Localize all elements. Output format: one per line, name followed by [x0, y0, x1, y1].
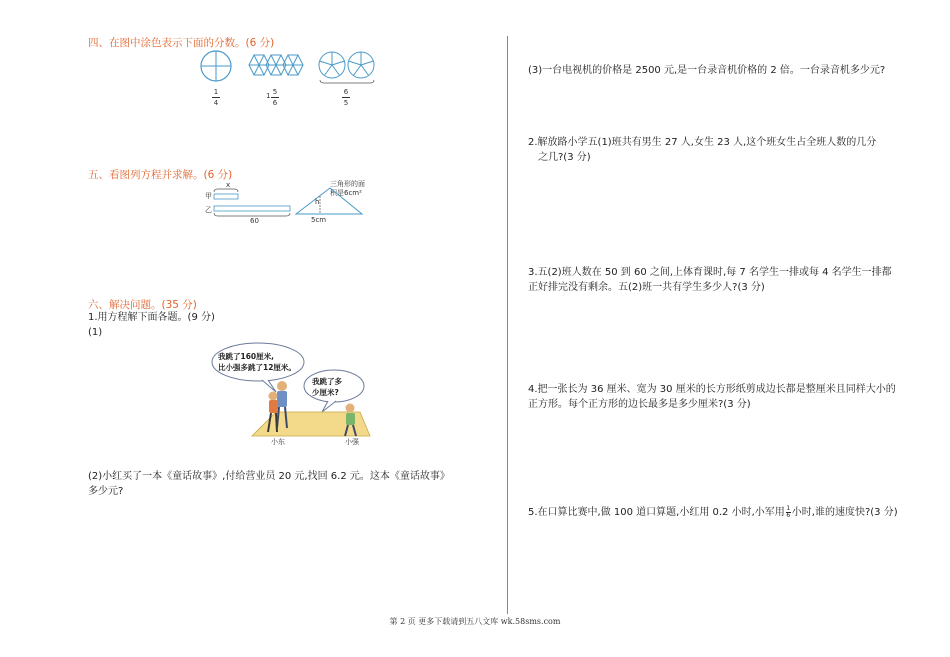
label-jia: 甲	[205, 192, 212, 200]
question2-line1: 2.解放路小学五(1)班共有男生 27 人,女生 23 人,这个班女生占全班人数的几分	[528, 137, 877, 148]
question5	[528, 505, 898, 520]
fraction-six-fifths: 6 5	[343, 88, 349, 107]
question1-part1-label: (1)	[88, 327, 103, 338]
triangle-area-note: 三角形的面 积是6cm²	[330, 180, 365, 197]
section5-title: 五、看图列方程并求解。(6 分)	[88, 169, 233, 181]
triangle-base-label: 5cm	[311, 216, 327, 224]
mixed-fraction-whole: 1	[266, 92, 271, 100]
name-xiaodong: 小东	[271, 438, 285, 446]
label-yi: 乙	[205, 206, 212, 214]
question1-intro: 1.用方程解下面各题。(9 分)	[88, 312, 215, 323]
question4-line2: 正方形。每个正方形的边长最多是多少厘米?(3 分)	[528, 399, 751, 410]
fraction-one-quarter: 1 4	[213, 88, 219, 107]
section6-title: 六、解决问题。(35 分)	[88, 299, 197, 311]
line-segment-diagram	[212, 186, 292, 216]
hexagons-diagram	[248, 52, 304, 78]
question3-line2: 正好排完没有剩余。五(2)班一共有学生多少人?(3 分)	[528, 282, 765, 293]
circle-quarters-diagram	[198, 50, 234, 82]
section4-title: 四、在图中涂色表示下面的分数。(6 分)	[88, 37, 275, 49]
column-divider	[507, 36, 508, 614]
page-footer: 第 2 页 更多下载请到五八文库 wk.58sms.com	[389, 617, 561, 626]
speech-bubble-right: 我跳了多 少厘米?	[312, 377, 342, 397]
triangle-height-label: h	[315, 198, 320, 206]
question2-line2: 之几?(3 分)	[538, 152, 591, 163]
label-sixty: 60	[250, 217, 259, 225]
question4-line1: 4.把一张长为 36 厘米、宽为 30 厘米的长方形纸剪成边长都是整厘米且同样大小的	[528, 384, 896, 395]
question1-part3: (3)一台电视机的价格是 2500 元,是一台录音机价格的 2 倍。一台录音机多少元?	[528, 65, 886, 76]
fraction-five-sixths: 5 6	[272, 88, 278, 107]
question1-part2-line2: 多少元?	[88, 486, 124, 497]
triangle-diagram	[294, 186, 364, 216]
question1-part2-line1: (2)小红买了一本《童话故事》,付给营业员 20 元,找回 6.2 元。这本《童话故事》	[88, 471, 450, 482]
pentagon-circles-diagram	[318, 50, 376, 80]
name-xiaoqiang: 小强	[345, 438, 359, 446]
question5-text-after: 小时,谁的速度快?(3 分)	[791, 507, 898, 518]
speech-bubble-left: 我跳了160厘米, 比小强多跳了12厘米。	[218, 352, 296, 372]
label-x: x	[226, 181, 231, 189]
question5-fraction: 1 6	[786, 505, 791, 519]
question5-text-before: 5.在口算比赛中,做 100 道口算题,小红用 0.2 小时,小军用	[528, 507, 785, 518]
question3-line1: 3.五(2)班人数在 50 到 60 之间,上体育课时,每 7 名学生一排或每 4 名学生一排都	[528, 267, 892, 278]
